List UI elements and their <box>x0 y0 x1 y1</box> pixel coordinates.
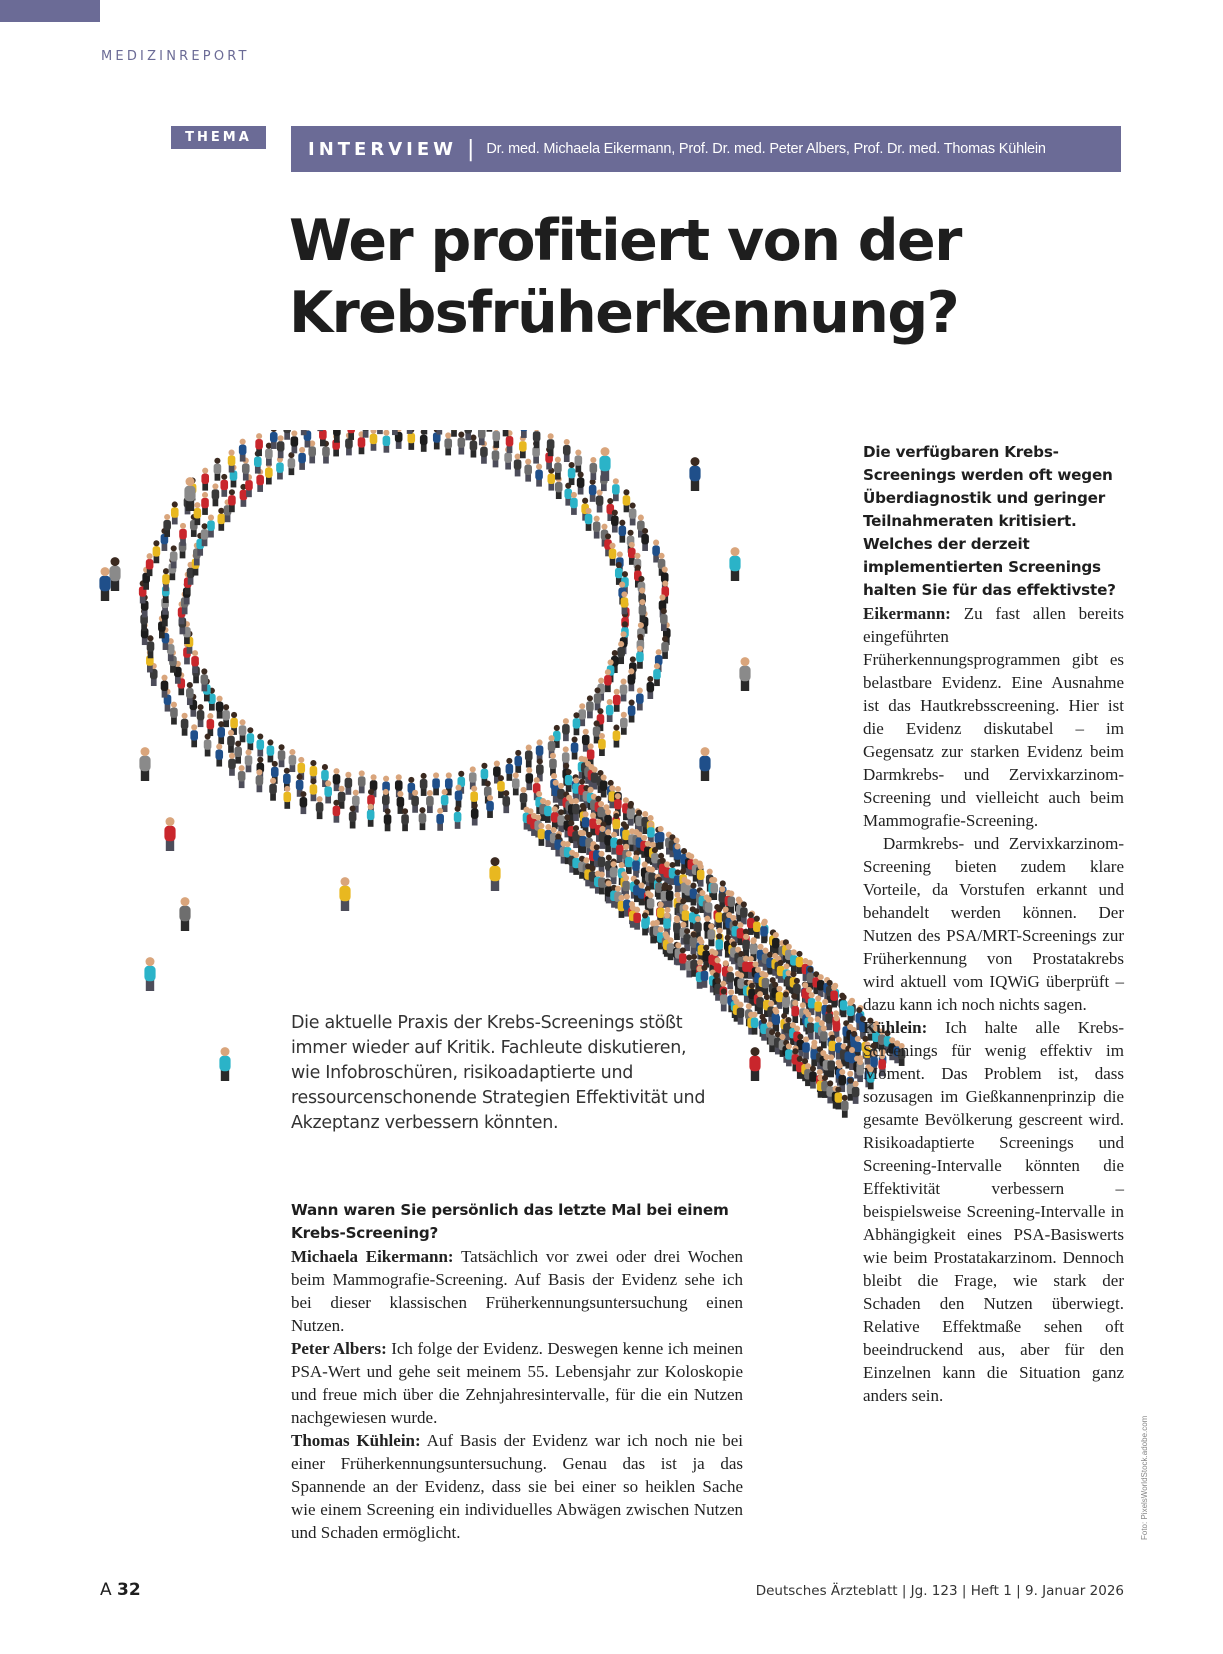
person-figure <box>674 843 682 866</box>
person-figure <box>219 1047 230 1081</box>
page-number <box>100 1580 141 1600</box>
person-figure <box>519 435 527 458</box>
interview-band <box>291 126 1121 172</box>
person-figure <box>109 557 120 591</box>
person-figure <box>641 528 649 551</box>
person-figure <box>319 430 327 446</box>
person-figure <box>191 650 199 673</box>
person-figure <box>384 808 392 831</box>
person-figure <box>283 430 291 440</box>
person-figure <box>737 1002 745 1025</box>
person-figure <box>170 545 178 568</box>
person-figure <box>411 790 419 813</box>
person-figure <box>370 430 378 451</box>
person-figure <box>170 702 178 725</box>
person-figure <box>620 678 628 701</box>
person-figure <box>256 769 264 792</box>
person-figure <box>726 966 734 989</box>
person-figure <box>288 452 296 475</box>
person-figure <box>661 636 669 659</box>
person-figure <box>358 770 366 793</box>
person-figure <box>625 851 633 874</box>
answer-text: Zu fast allen bereits eingeführten Früherkennungsprogrammen gibt es belastbare Evidenz. Eine Ausnahme ist das Hautkrebsscreening. Hier ist die Evidenz diskutabel – im Gegensatz zur starken Evidenz beim Darmkrebs- und Zervixkarzinom-Screening und vielleicht auch beim Mammografie-Screening. <box>863 604 1124 830</box>
person-figure <box>554 457 562 480</box>
person-figure <box>291 430 299 453</box>
person-figure <box>347 430 355 440</box>
person-figure <box>720 988 728 1011</box>
person-figure <box>772 1009 780 1032</box>
person-figure <box>593 516 601 539</box>
person-figure <box>316 796 324 819</box>
person-figure <box>577 472 585 495</box>
person-figure <box>277 435 285 458</box>
person-figure <box>814 995 822 1018</box>
answer-kuehlein <box>291 1429 743 1544</box>
person-figure <box>197 704 205 727</box>
answer-text: Tatsächlich vor zwei oder drei Wochen beim Mammografie-Screening. Auf Basis der Evidenz sehe ich bei dieser klassischen Früherkennungsuntersuchung einen Nutzen. <box>291 1247 743 1335</box>
person-figure <box>207 713 215 736</box>
person-figure <box>619 520 627 543</box>
person-figure <box>146 553 154 576</box>
question-last-screening: Wann waren Sie persönlich das letzte Mal bei einem Krebs-Screening? <box>291 1201 729 1242</box>
person-figure <box>586 695 594 718</box>
person-figure <box>289 749 297 772</box>
person-figure <box>419 807 427 830</box>
person-figure <box>652 540 660 563</box>
page-number-value: 32 <box>117 1580 141 1600</box>
person-figure <box>502 790 510 813</box>
person-figure <box>245 749 253 772</box>
person-figure <box>570 492 578 515</box>
person-figure <box>636 687 644 710</box>
person-figure <box>458 432 466 455</box>
person-figure <box>267 739 275 762</box>
person-figure <box>324 780 332 803</box>
person-figure <box>785 1043 793 1066</box>
person-figure <box>809 1066 817 1089</box>
person-figure <box>697 864 705 887</box>
person-figure <box>217 721 225 744</box>
person-figure <box>830 985 838 1008</box>
person-figure <box>162 568 170 591</box>
answer-eikermann <box>291 1245 743 1337</box>
person-figure <box>611 510 619 533</box>
person-figure <box>623 489 631 512</box>
person-figure <box>573 712 581 735</box>
person-figure <box>147 635 155 658</box>
person-figure <box>690 883 698 906</box>
person-figure <box>298 447 306 470</box>
person-figure <box>489 857 500 891</box>
person-figure <box>181 713 189 736</box>
answer-eikermann-1 <box>863 602 1124 832</box>
person-figure <box>228 450 236 473</box>
speaker-name: Thomas Kühlein: <box>291 1431 421 1450</box>
person-figure <box>751 1012 759 1035</box>
person-figure <box>436 808 444 831</box>
person-figure <box>753 916 761 939</box>
person-figure <box>212 483 220 506</box>
person-figure <box>563 439 571 462</box>
person-figure <box>228 489 236 512</box>
person-figure <box>544 800 552 823</box>
person-figure <box>820 1025 828 1048</box>
person-figure <box>99 567 110 601</box>
person-figure <box>300 430 308 435</box>
headline-line-2: Krebsfrüherkennung? <box>289 280 959 346</box>
person-figure <box>144 957 155 991</box>
person-figure <box>276 456 284 479</box>
interview-separator: | <box>466 136 475 162</box>
answer-eikermann-2: Darmkrebs- und Zervixkarzinom-Screening bieten zudem klare Vorteile, da Vorstufen erkannt und behandelt werden können. Der Nutzen des PSA/MRT-Screenings zur Früherkennung von Prostatakrebs wird aktuell vom IQWiG überprüft – dazu kann ich noch nichts sagen. <box>863 834 1124 1014</box>
interview-label: INTERVIEW <box>308 138 457 160</box>
person-figure <box>345 772 353 795</box>
person-figure <box>300 791 308 814</box>
person-figure <box>383 430 391 453</box>
person-figure <box>216 696 224 719</box>
person-figure <box>599 447 610 481</box>
person-figure <box>620 712 628 735</box>
right-interview-column <box>863 441 1124 1407</box>
person-figure <box>547 468 555 491</box>
person-figure <box>492 430 500 448</box>
page-prefix: A <box>100 1580 112 1600</box>
person-figure <box>572 798 580 821</box>
person-figure <box>338 786 346 809</box>
person-figure <box>740 901 748 924</box>
person-figure <box>606 699 614 722</box>
person-figure <box>310 778 318 801</box>
person-figure <box>847 1000 855 1023</box>
person-figure <box>598 733 606 756</box>
person-figure <box>749 1047 760 1081</box>
person-figure <box>255 433 263 456</box>
left-interview-column <box>291 1199 743 1544</box>
person-figure <box>729 547 740 581</box>
person-figure <box>827 1054 835 1077</box>
person-figure <box>613 725 621 748</box>
person-figure <box>590 457 598 480</box>
question-most-effective-screening: Die verfügbaren Krebs-Screenings werden oft wegen Überdiagnostik und geringer Teilnahmeraten kritisiert. Welches der derzeit implementierten Screenings halten Sie für das effektivste? <box>863 443 1116 599</box>
person-figure <box>201 492 209 515</box>
person-figure <box>239 439 247 462</box>
person-figure <box>228 753 236 776</box>
person-figure <box>660 608 668 631</box>
person-figure <box>802 1036 810 1059</box>
person-figure <box>153 540 161 563</box>
person-figure <box>432 772 440 795</box>
person-figure <box>520 787 528 810</box>
speaker-name: Kühlein: <box>863 1018 928 1037</box>
person-figure <box>426 790 434 813</box>
person-figure <box>840 994 848 1017</box>
person-figure <box>234 741 242 764</box>
person-figure <box>622 824 630 847</box>
person-figure <box>238 765 246 788</box>
person-figure <box>604 669 612 692</box>
person-figure <box>628 668 636 691</box>
person-figure <box>568 462 576 485</box>
person-figure <box>585 508 593 531</box>
person-figure <box>401 808 409 831</box>
person-figure <box>421 430 429 434</box>
person-figure <box>627 803 635 826</box>
person-figure <box>571 737 579 760</box>
person-figure <box>190 724 198 747</box>
person-figure <box>525 745 533 768</box>
answer-text: Ich folge der Evidenz. Deswegen kenne ich meinen PSA-Wert und gehe seit meinem 55. Lebensjahr zur Koloskopie und freue mich über die Zehnjahresintervalle, für die ein Nutzen nachgewiesen wurde. <box>291 1339 744 1427</box>
person-figure <box>506 758 514 781</box>
person-figure <box>215 744 223 767</box>
person-figure <box>227 730 235 753</box>
photo-credit: Foto: PixelsWorldStock.adobe.com <box>1140 1415 1149 1540</box>
interview-names: Dr. med. Michaela Eikermann, Prof. Dr. med. Peter Albers, Prof. Dr. med. Thomas Kühlein <box>486 141 1046 157</box>
person-figure <box>184 477 195 511</box>
person-figure <box>667 937 675 960</box>
person-figure <box>760 920 768 943</box>
person-figure <box>762 972 770 995</box>
person-figure <box>420 773 428 796</box>
person-figure <box>406 430 414 434</box>
person-figure <box>214 458 222 481</box>
person-figure <box>533 430 541 448</box>
person-figure <box>171 501 179 524</box>
person-figure <box>179 897 190 931</box>
person-figure <box>613 689 621 712</box>
person-figure <box>628 700 636 723</box>
person-figure <box>621 591 629 614</box>
journal-info: Deutsches Ärzteblatt | Jg. 123 | Heft 1 | 9. Januar 2026 <box>755 1583 1124 1599</box>
person-figure <box>186 682 194 705</box>
person-figure <box>772 932 780 955</box>
person-figure <box>852 1081 860 1104</box>
person-figure <box>641 912 649 935</box>
person-figure <box>339 877 350 911</box>
person-figure <box>639 599 647 622</box>
person-figure <box>612 478 620 501</box>
speaker-name: Peter Albers: <box>291 1339 387 1358</box>
person-figure <box>679 947 687 970</box>
person-figure <box>454 806 462 829</box>
person-figure <box>455 785 463 808</box>
person-figure <box>598 851 606 874</box>
person-figure <box>436 430 444 435</box>
person-figure <box>739 657 750 691</box>
person-figure <box>633 907 641 930</box>
person-figure <box>715 906 723 929</box>
person-figure <box>589 479 597 502</box>
person-figure <box>256 733 264 756</box>
person-figure <box>547 433 555 456</box>
person-figure <box>632 855 640 878</box>
thema-tag: THEMA <box>171 126 266 149</box>
person-figure <box>367 804 375 827</box>
person-figure <box>657 826 665 849</box>
person-figure <box>161 675 169 698</box>
speaker-name: Eikermann: <box>863 604 951 623</box>
person-figure <box>201 468 209 491</box>
person-figure <box>549 753 557 776</box>
person-figure <box>362 430 370 438</box>
person-figure <box>201 668 209 691</box>
person-figure <box>471 803 479 826</box>
person-figure <box>616 839 624 862</box>
person-figure <box>647 676 655 699</box>
person-figure <box>600 774 608 797</box>
person-figure <box>673 917 681 940</box>
person-figure <box>163 514 171 537</box>
person-figure <box>690 932 698 955</box>
person-figure <box>247 727 255 750</box>
person-figure <box>710 877 718 900</box>
person-figure <box>220 474 228 497</box>
answer-albers <box>291 1337 743 1429</box>
section-label: MEDIZINREPORT <box>101 49 250 64</box>
person-figure <box>841 1095 849 1118</box>
person-figure <box>139 747 150 781</box>
person-figure <box>524 459 532 482</box>
person-figure <box>699 747 710 781</box>
person-figure <box>278 744 286 767</box>
person-figure <box>486 795 494 818</box>
person-figure <box>450 430 458 437</box>
person-figure <box>486 430 494 432</box>
lead-paragraph: Die aktuelle Praxis der Krebs-Screenings stößt immer wieder auf Kritik. Fachleute diskutieren, wie Infobroschüren, risikoadaptierte und ressourcenschonende Strategien Effektivität und Akzeptanz verbessern könnten. <box>291 1013 706 1133</box>
person-figure <box>653 663 661 686</box>
person-figure <box>464 430 472 440</box>
person-figure <box>502 430 510 436</box>
person-figure <box>659 594 667 617</box>
corner-tab <box>0 0 100 22</box>
person-figure <box>707 923 715 946</box>
person-figure <box>391 430 399 435</box>
person-figure <box>728 890 736 913</box>
person-figure <box>594 687 602 710</box>
person-figure <box>349 805 357 828</box>
person-figure <box>283 786 291 809</box>
headline-line-1: Wer profitiert von der <box>289 208 961 274</box>
person-figure <box>514 750 522 773</box>
person-figure <box>478 430 486 445</box>
headline <box>289 205 1109 349</box>
person-figure <box>609 543 617 566</box>
person-figure <box>575 449 583 472</box>
person-figure <box>610 861 618 884</box>
person-figure <box>596 490 604 513</box>
person-figure <box>629 502 637 525</box>
person-figure <box>164 817 175 851</box>
person-figure <box>701 965 709 988</box>
person-figure <box>239 719 247 742</box>
person-figure <box>179 523 187 546</box>
person-figure <box>333 430 341 443</box>
person-figure <box>666 884 674 907</box>
person-figure <box>269 778 277 801</box>
person-figure <box>791 1000 799 1023</box>
person-figure <box>807 1017 815 1040</box>
person-figure <box>562 718 570 741</box>
person-figure <box>689 457 700 491</box>
person-figure <box>270 430 278 449</box>
answer-text: Ich halte alle Krebs-Screenings für wenig effektiv im Moment. Das Problem ist, dass sozusagen im Gießkannenprinzip die gesamte Bevölkerung gescreent wird. Risikoadaptierte Screenings und Screening-Intervalle könnten die Effektivität verbessern – beispielsweise Screening-Intervalle in Abhängigkeit eines PSA-Basiswerts wie beim Prostatakarzinom. Dennoch bleibt die Frage, wie stark der Schaden den Nutzen überwiegt. Relative Effektmaße sehen oft beeindruckend aus, aber für den Einzelnen kann die Situation ganz anders sein. <box>863 1018 1125 1405</box>
person-figure <box>565 769 573 792</box>
person-figure <box>525 767 533 790</box>
person-figure <box>520 430 528 438</box>
person-figure <box>444 432 452 455</box>
person-figure <box>782 991 790 1014</box>
person-figure <box>316 430 324 431</box>
person-figure <box>207 515 215 538</box>
speaker-name: Michaela Eikermann: <box>291 1247 454 1266</box>
person-figure <box>376 430 384 434</box>
person-figure <box>535 464 543 487</box>
person-figure <box>636 646 644 669</box>
person-figure <box>204 733 212 756</box>
person-figure <box>194 502 202 525</box>
person-figure <box>512 772 520 795</box>
answer-kuehlein-right <box>863 1016 1124 1407</box>
person-figure <box>333 800 341 823</box>
person-figure <box>756 991 764 1014</box>
person-figure <box>538 823 546 846</box>
answer-text: Auf Basis der Evidenz war ich noch nie bei einer Früherkennungsuntersuchung. Genau das ist ja das Spannende an der Evidenz, dass sie bei einer so heiklen Sache wie einem Screening ein individuelles Abwägen zwischen Nutzen und Schaden ermöglicht. <box>291 1431 743 1542</box>
